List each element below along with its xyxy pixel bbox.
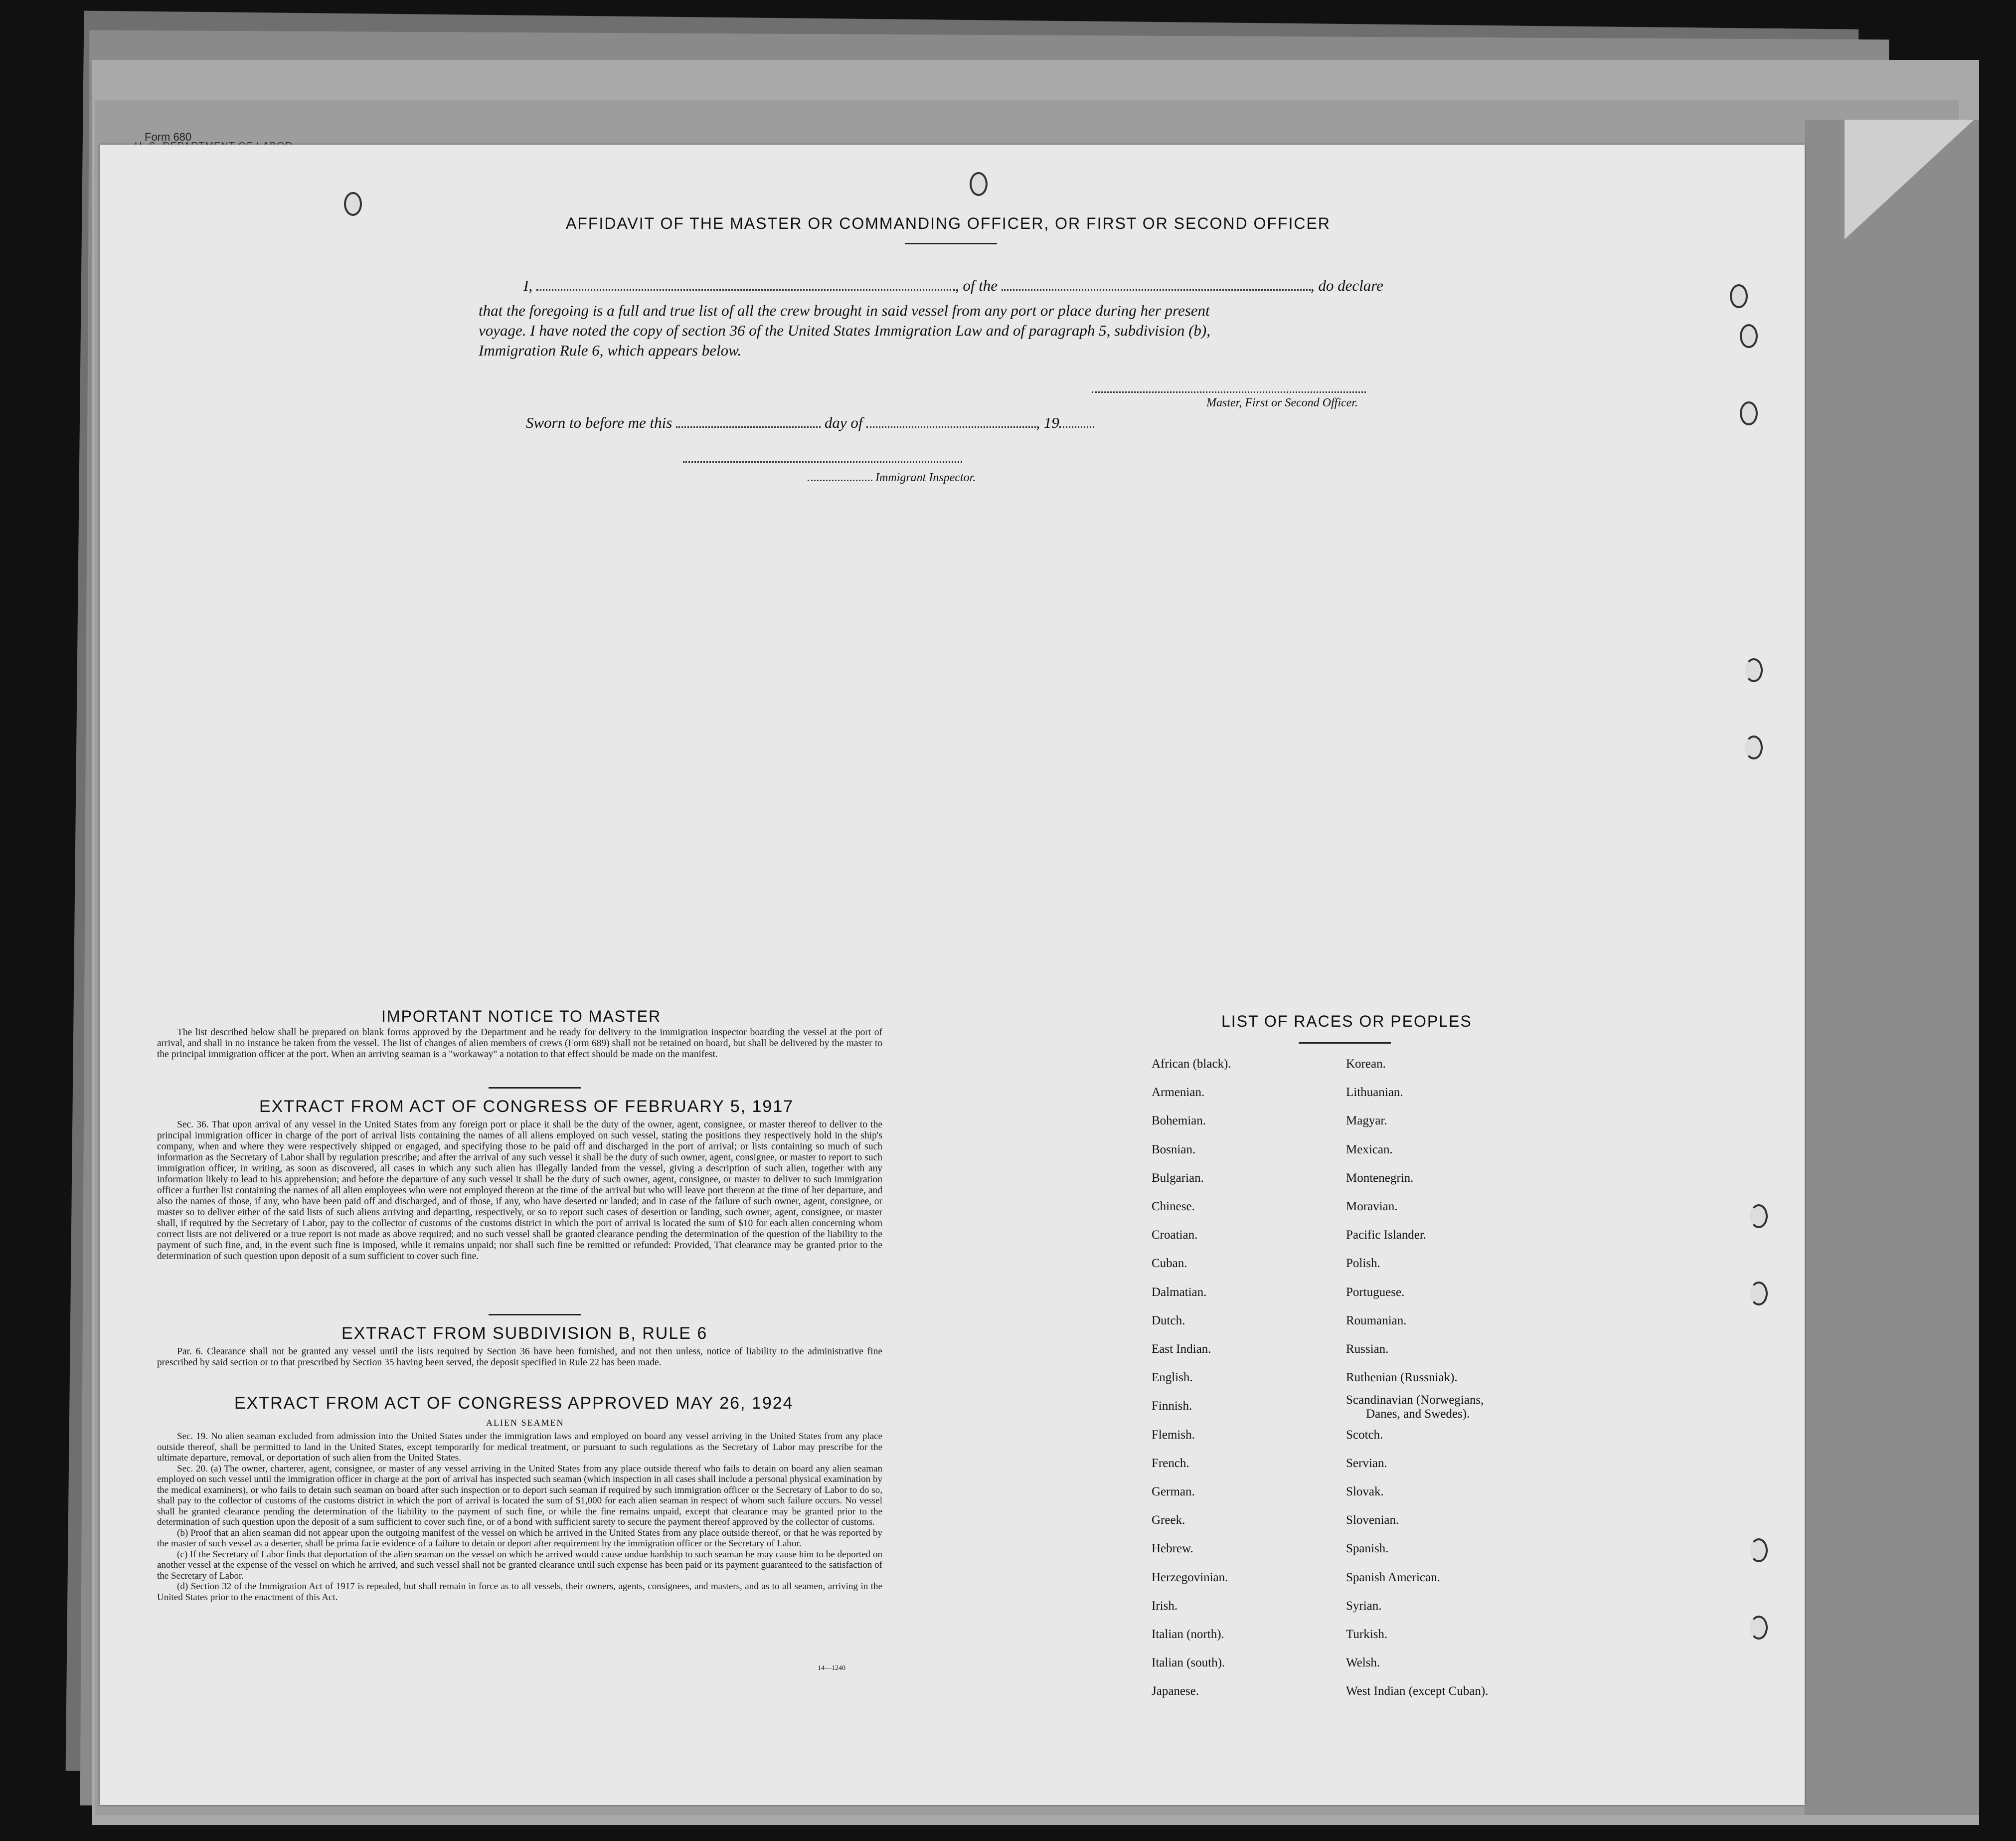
extract-rule6-title: EXTRACT FROM SUBDIVISION B, RULE 6	[341, 1324, 708, 1343]
race-item: West Indian (except Cuban).	[1346, 1684, 1489, 1698]
race-item: Magyar.	[1346, 1114, 1387, 1127]
affidavit-title: AFFIDAVIT OF THE MASTER OR COMMANDING OFFICER, OR FIRST OR SECOND OFFICER	[566, 214, 1331, 232]
race-item: Russian.	[1346, 1342, 1389, 1356]
notice-body: The list described below shall be prepared on blank forms approved by the Department and be ready for delivery to the immigration inspector boarding the vessel at the port of arrival, and shall in no instance be taken from the vessel. The list of changes of alien members of crews (Form 689) shall not be retained on board, but shall be delivered by the master to the principal immigration officer at the port. When an arriving seaman is a "workaway" a notation to that effect should be made on the manifest.	[157, 1027, 882, 1060]
ledger-sheet-edge	[1805, 120, 1979, 1815]
race-item: Slovenian.	[1346, 1513, 1399, 1527]
race-item: Irish.	[1152, 1599, 1178, 1613]
race-item: Mexican.	[1346, 1143, 1393, 1156]
binder-hole	[1750, 1538, 1768, 1562]
section-rule	[489, 1314, 581, 1315]
race-item: Italian (north).	[1152, 1628, 1224, 1641]
race-item: Italian (south).	[1152, 1656, 1225, 1669]
race-item: Portuguese.	[1346, 1286, 1405, 1299]
race-item: African (black).	[1152, 1057, 1231, 1071]
race-item: Japanese.	[1152, 1684, 1199, 1698]
race-item: Dalmatian.	[1152, 1286, 1207, 1299]
race-item: Spanish.	[1346, 1542, 1389, 1555]
race-item: Bohemian.	[1152, 1114, 1206, 1127]
master-signature-label: Master, First or Second Officer.	[1206, 396, 1358, 409]
affidavit-line-2: that the foregoing is a full and true list of all the crew brought in said vessel from any port or place during her present	[479, 302, 1210, 319]
extract-1917-body: Sec. 36. That upon arrival of any vessel in the United States from any foreign port or place it shall be the duty of the owner, agent, consignee, or master thereof to deliver to the principal immigration officer in charge of the port of arrival lists containing the names of all aliens employed on such vessel, stating the positions they respectively hold in the ship's company, when and where they were respectively shipped or engaged, and specifying those to be paid off and discharged in the port of arrival; or lists containing so much of such information as the Secretary of Labor shall by regulation prescribe; and after the arrival of any such vessel it shall be the duty of such owner, agent, consignee, or master to report to such immigration officer, in writing, as soon as discovered, all cases in which any such alien has illegally landed from the vessel, giving a description of such alien, together with any information likely to lead to his apprehension; and before the departure of any such vessel it shall be the duty of such owner, agent, consignee, or master to deliver to such immigration officer a further list containing the names of all alien employees who were not employed thereon at the time of the arrival but who will leave port thereon at the time of her departure, and also the names of those, if any, who have been paid off and discharged, and of those, if any, who have deserted or landed; and in case of the failure of such owner, agent, consignee, or master so to deliver either of the said lists of such aliens arriving and departing, respectively, or so to report such cases of desertion or landing, such owner, agent, consignee, or master shall, if required by the Secretary of Labor, pay to the collector of customs of the customs district in which the port of arrival is located the sum of $10 for each alien concerning whom correct lists are not delivered or a true report is not made as above required; and no such vessel shall be granted clearance pending the determination of the question of the liability to the payment of such fine, and, in the event such fine is imposed, while it remains unpaid; nor shall such fine be remitted or refunded: Provided, That clearance may be granted prior to the determination of such question upon deposit of a sum sufficient to cover such fine.	[157, 1119, 882, 1262]
section-rule	[489, 1087, 581, 1089]
race-item: Servian.	[1346, 1457, 1387, 1470]
race-item: Finnish.	[1152, 1399, 1192, 1413]
binder-hole	[970, 172, 988, 196]
affidavit-line-3: voyage. I have noted the copy of section 36 of the United States Immigration Law and of paragraph 5, subdivision (b),	[479, 322, 1210, 339]
binder-hole	[1750, 1282, 1768, 1305]
race-item: Ruthenian (Russniak).	[1346, 1371, 1458, 1384]
extract-1924-body: Sec. 19. No alien seaman excluded from admission into the United States under the immigration laws and employed on board any vessel arriving in the United States from any place outside thereof, shall be permitted to land in the United States, except temporarily for medical treatment, or pursuant to such regulations as the Secretary of Labor may prescribe for the ultimate departure, removal, or deportation of such alien from the United States. Sec. 20. (a) The owner, charterer, agent, consignee, or master of any vessel arriving in the United States from any place outside thereof who fails to detain on board any alien seaman employed on such vessel until the immigration officer in charge at the port of arrival has inspected such seaman (which inspection in all cases shall include a personal physical examination by the medical examiners), or who fails to detain such seaman on board after such inspection or to deport such seaman if required by such immigration officer or the Secretary of Labor to do so, shall pay to the collector of customs of the customs district in which the port of arrival is located the sum of $1,000 for each alien seaman in respect of whom such failure occurs. No vessel shall be granted clearance pending the determination of the liability to the payment of such fine, or while the fine remains unpaid, except that clearance may be granted prior to the determination of such question upon the deposit of a sum sufficient to cover such fine, or of a bond with sufficient surety to secure the payment thereof approved by the collector of customs. (b) Proof that an alien seaman did not appear upon the outgoing manifest of the vessel on which he arrived in the United States from any place outside thereof, or that he was reported by the master of such vessel as a deserter, shall be prima facie evidence of a failure to detain or deport after requirement by the immigration officer or the Secretary of Labor. (c) If the Secretary of Labor finds that deportation of the alien seaman on the vessel on which he arrived would cause undue hardship to such seaman he may cause him to be deported on another vessel at the expense of the vessel on which he arrived, and such vessel shall not be granted clearance until such expense has been paid or its payment guaranteed to the satisfaction of the Secretary of Labor. (d) Section 32 of the Immigration Act of 1917 is repealed, but shall remain in force as to all vessels, their owners, agents, consignees, and masters, and as to all seamen, arriving in the United States prior to the enactment of this Act.	[157, 1431, 882, 1603]
folded-corner	[1845, 120, 1974, 239]
race-item: Herzegovinian.	[1152, 1571, 1228, 1584]
binder-hole	[1745, 658, 1763, 682]
race-item: Korean.	[1346, 1057, 1386, 1071]
races-title: LIST OF RACES OR PEOPLES	[1221, 1012, 1472, 1030]
master-signature-line	[1092, 391, 1366, 393]
race-item: Croatian.	[1152, 1228, 1198, 1242]
race-item: Welsh.	[1346, 1656, 1380, 1669]
race-item: Pacific Islander.	[1346, 1228, 1427, 1242]
binder-hole	[1740, 324, 1758, 348]
races-rule	[1299, 1042, 1391, 1044]
race-item: German.	[1152, 1485, 1195, 1498]
binder-hole	[1750, 1204, 1768, 1228]
binder-hole	[1750, 1616, 1768, 1640]
title-rule	[905, 243, 997, 244]
binder-hole	[344, 192, 362, 216]
race-item: Roumanian.	[1346, 1314, 1407, 1327]
notice-title: IMPORTANT NOTICE TO MASTER	[381, 1007, 662, 1025]
inspector-signature-line	[683, 461, 962, 463]
race-item: East Indian.	[1152, 1342, 1211, 1356]
alien-seamen-subtitle: ALIEN SEAMEN	[486, 1418, 564, 1428]
race-item: Cuban.	[1152, 1257, 1187, 1270]
print-code: 14—1240	[818, 1664, 845, 1672]
race-item: Moravian.	[1346, 1200, 1398, 1213]
race-item: French.	[1152, 1457, 1189, 1470]
race-item: Montenegrin.	[1346, 1171, 1414, 1185]
inspector-label: Immigrant Inspector.	[808, 471, 976, 485]
race-item: Bosnian.	[1152, 1143, 1196, 1156]
race-item: Scandinavian (Norwegians,	[1346, 1393, 1484, 1407]
race-item: Chinese.	[1152, 1200, 1195, 1213]
race-item: Flemish.	[1152, 1428, 1195, 1442]
extract-1924-title: EXTRACT FROM ACT OF CONGRESS APPROVED MAY 26, 1924	[234, 1394, 794, 1413]
race-item: Syrian.	[1346, 1599, 1382, 1613]
sworn-line: Sworn to before me this day of , 19	[526, 414, 1094, 432]
race-item: Danes, and Swedes).	[1366, 1407, 1470, 1421]
extract-rule6-body: Par. 6. Clearance shall not be granted any vessel until the lists required by Section 36 have been furnished, and not then unless, notice of liability to the administrative fine prescribed by said section or to that prescribed by Section 35 having been served, the deposit specified in Rule 22 has been made.	[157, 1346, 882, 1368]
race-item: Bulgarian.	[1152, 1171, 1204, 1185]
race-item: Armenian.	[1152, 1086, 1205, 1099]
race-item: Hebrew.	[1152, 1542, 1193, 1555]
race-item: Scotch.	[1346, 1428, 1383, 1442]
affidavit-line-1: I, , of the , do declare	[523, 277, 1383, 294]
race-item: English.	[1152, 1371, 1193, 1384]
race-item: Dutch.	[1152, 1314, 1185, 1327]
binder-hole	[1745, 736, 1763, 759]
form-number: Form 680	[145, 131, 192, 143]
race-item: Greek.	[1152, 1513, 1185, 1527]
race-item: Slovak.	[1346, 1485, 1384, 1498]
race-item: Turkish.	[1346, 1628, 1388, 1641]
race-item: Lithuanian.	[1346, 1086, 1403, 1099]
race-item: Spanish American.	[1346, 1571, 1440, 1584]
binder-hole	[1740, 401, 1758, 425]
race-item: Polish.	[1346, 1257, 1380, 1270]
binder-hole	[1730, 284, 1748, 308]
affidavit-line-4: Immigration Rule 6, which appears below.	[479, 342, 742, 359]
extract-1917-title: EXTRACT FROM ACT OF CONGRESS OF FEBRUARY 5, 1917	[259, 1097, 794, 1116]
document-page	[100, 145, 1805, 1805]
